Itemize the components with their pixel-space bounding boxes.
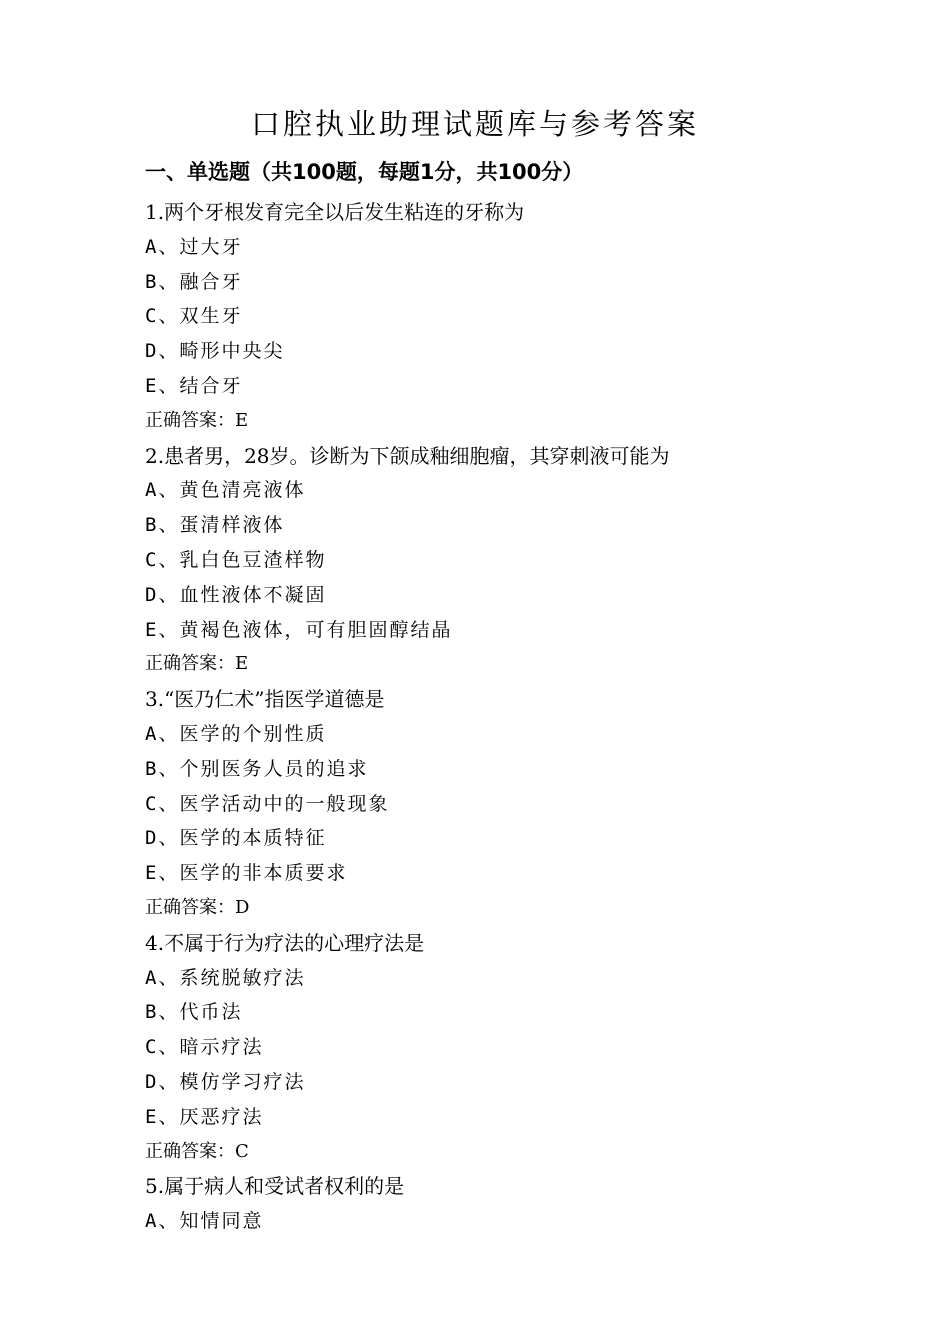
page-title: 口腔执业助理试题库与参考答案: [250, 107, 699, 141]
question-stem: 5.属于病人和受试者权利的是: [145, 1174, 405, 1199]
answer-option: A、医学的个别性质: [145, 722, 327, 745]
answer-option: C、医学活动中的一般现象: [145, 792, 390, 815]
answer-option: B、代币法: [145, 1001, 243, 1024]
section-heading: 一、单选题（共100题，每题1分，共100分）: [145, 160, 584, 184]
correct-answer: 正确答案：C: [145, 1140, 249, 1162]
question-stem: 1.两个牙根发育完全以后发生粘连的牙称为: [145, 200, 525, 224]
answer-option: B、融合牙: [145, 270, 243, 293]
question-block: [145, 439, 865, 683]
answer-option: C、乳白色豆渣样物: [145, 548, 327, 571]
answer-option: E、厌恶疗法: [145, 1105, 264, 1128]
question-block: [145, 1169, 865, 1239]
correct-answer: 正确答案：D: [145, 896, 250, 918]
question-stem: 3.“医乃仁术”指医学道德是: [145, 687, 385, 712]
answer-option: E、黄褐色液体，可有胆固醇结晶: [145, 618, 453, 641]
answer-option: C、暗示疗法: [145, 1036, 264, 1059]
question-block: [145, 926, 865, 1170]
question-list: [145, 195, 865, 1239]
question-stem: 2.患者男，28岁。诊断为下颌成釉细胞瘤，其穿刺液可能为: [145, 443, 670, 468]
correct-answer: 正确答案：E: [145, 653, 249, 675]
question-stem: 4.不属于行为疗法的心理疗法是: [145, 930, 425, 955]
question-block: [145, 682, 865, 926]
answer-option: A、知情同意: [145, 1210, 264, 1233]
answer-option: B、个别医务人员的追求: [145, 757, 369, 780]
answer-option: C、双生牙: [145, 305, 243, 328]
correct-answer: 正确答案：E: [145, 409, 249, 431]
answer-option: A、系统脱敏疗法: [145, 966, 306, 989]
answer-option: B、蛋清样液体: [145, 514, 285, 537]
answer-option: D、模仿学习疗法: [145, 1070, 306, 1093]
answer-option: E、结合牙: [145, 374, 243, 397]
question-block: [145, 195, 865, 439]
answer-option: A、过大牙: [145, 235, 243, 258]
answer-option: A、黄色清亮液体: [145, 479, 306, 502]
answer-option: D、血性液体不凝固: [145, 583, 327, 606]
answer-option: E、医学的非本质要求: [145, 862, 348, 885]
answer-option: D、畸形中央尖: [145, 340, 285, 363]
answer-option: D、医学的本质特征: [145, 827, 327, 850]
